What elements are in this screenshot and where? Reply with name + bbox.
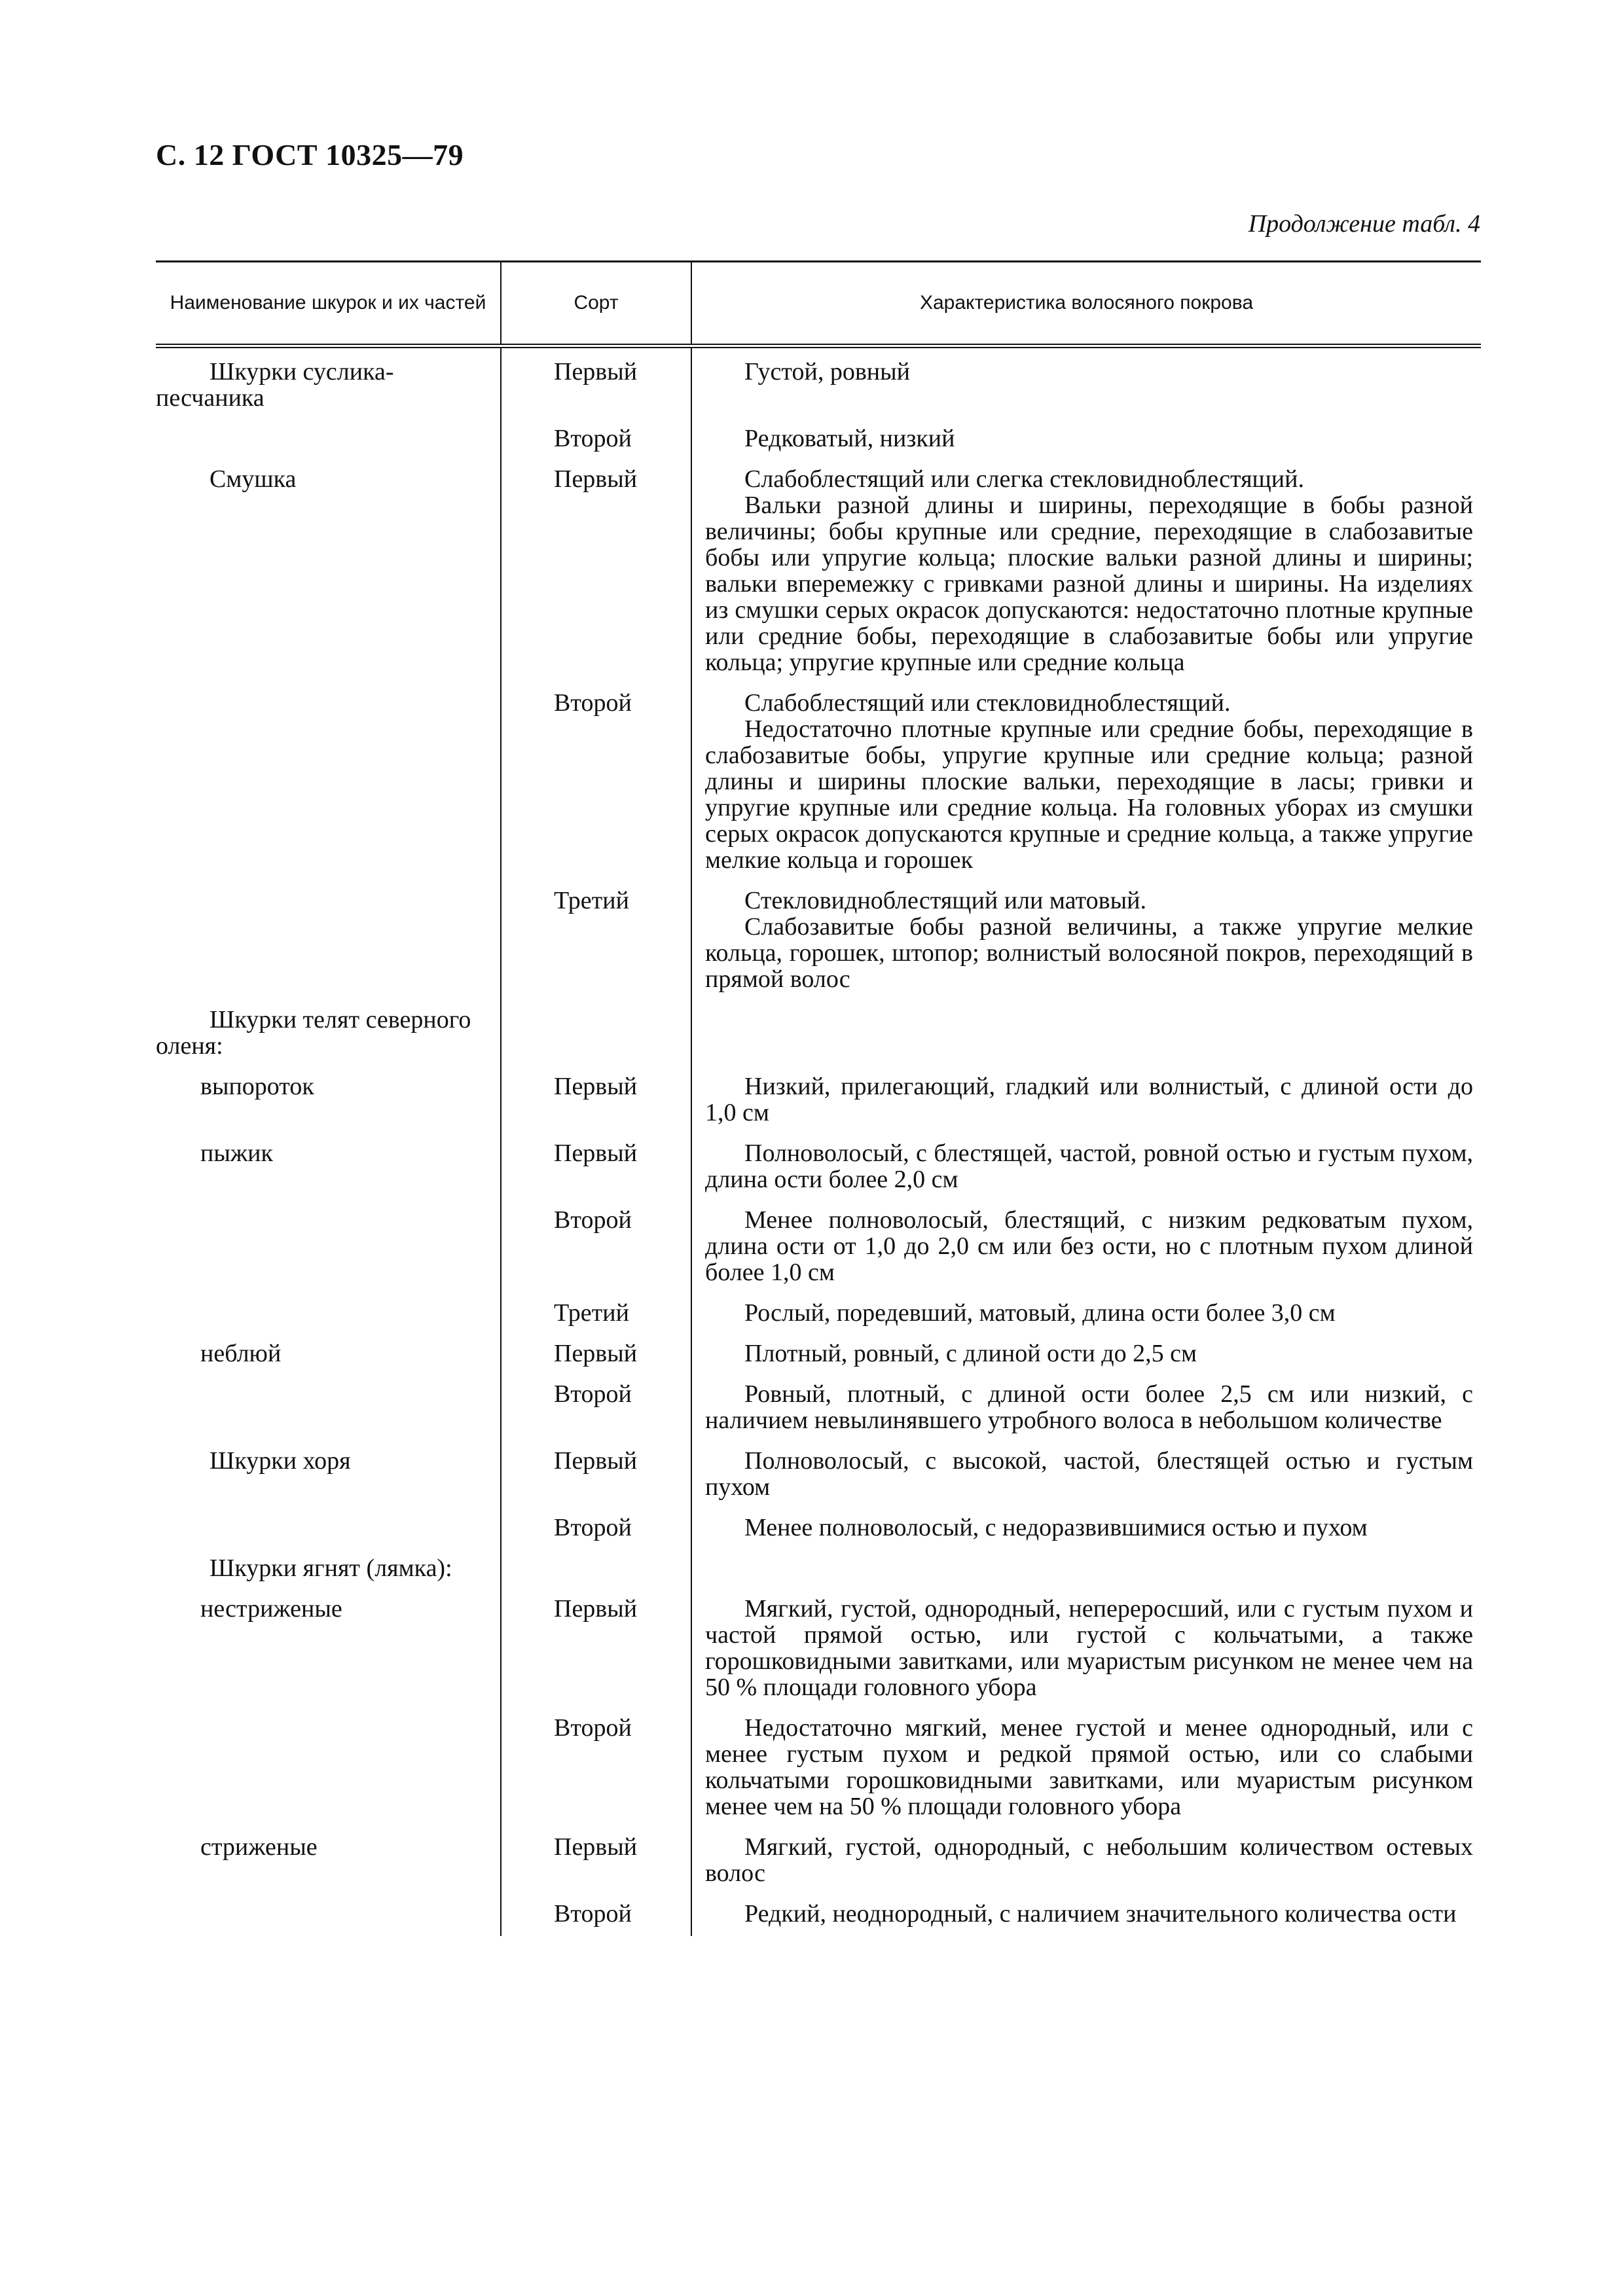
cell-description (691, 685, 1481, 882)
description-paragraph: Слабоблестящий или слегка стекловидноблестящий. (744, 465, 1304, 493)
table-row (156, 1509, 1481, 1550)
cell-name (156, 1001, 501, 1068)
cell-name (156, 1710, 501, 1829)
cell-grade: Первый (501, 1335, 691, 1376)
cell-name (156, 1590, 501, 1710)
cell-grade: Второй (501, 420, 691, 461)
cell-name (156, 1443, 501, 1509)
cell-grade: Первый (501, 1590, 691, 1710)
skin-name: пыжик (200, 1139, 273, 1167)
skin-name: Шкурки хоря (210, 1447, 351, 1475)
description-paragraph: Менее полноволосый, с недоразвившимися остью и пухом (744, 1514, 1368, 1541)
description-paragraph: Густой, ровный (744, 358, 910, 386)
cell-name (156, 1135, 501, 1202)
cell-name (156, 420, 501, 461)
cell-name (156, 1829, 501, 1895)
cell-description (691, 461, 1481, 685)
cell-grade: Второй (501, 685, 691, 882)
cell-description (691, 1068, 1481, 1135)
table-row (156, 1295, 1481, 1335)
cell-description (691, 1202, 1481, 1295)
cell-grade: Первый (501, 1443, 691, 1509)
description-paragraph: Плотный, ровный, с длиной ости до 2,5 см (744, 1340, 1197, 1367)
cell-grade: Третий (501, 882, 691, 1001)
cell-grade: Первый (501, 1068, 691, 1135)
table-row (156, 461, 1481, 685)
page-header: С. 12 ГОСТ 10325—79 (156, 138, 464, 171)
cell-description (691, 1550, 1481, 1590)
description-paragraph: Слабозавитые бобы разной величины, а также упругие мелкие кольца, горошек, штопор; волнистый волосяной покров, переходящий в прямой волос (705, 913, 1473, 993)
skin-name: стриженые (200, 1833, 318, 1861)
cell-description (691, 1710, 1481, 1829)
cell-description (691, 1590, 1481, 1710)
cell-grade: Первый (501, 346, 691, 421)
header-row (156, 262, 1481, 346)
cell-name (156, 1335, 501, 1376)
description-paragraph: Редковатый, низкий (744, 425, 955, 452)
table-row (156, 685, 1481, 882)
cell-description (691, 1295, 1481, 1335)
description-paragraph: Ровный, плотный, с длиной ости более 2,5 см или низкий, с наличием невылинявшего утробного волоса в небольшом количестве (705, 1380, 1473, 1434)
cell-name (156, 1550, 501, 1590)
cell-description (691, 1001, 1481, 1068)
table-row (156, 1376, 1481, 1443)
table-row (156, 1135, 1481, 1202)
description-paragraph: Стекловидноблестящий или матовый. (744, 887, 1146, 914)
table-row (156, 1202, 1481, 1295)
cell-name (156, 882, 501, 1001)
description-paragraph: Полноволосый, с блестящей, частой, ровной остью и густым пухом, длина ости более 2,0 см (705, 1139, 1473, 1193)
skin-name: неблюй (200, 1340, 282, 1367)
cell-description (691, 1895, 1481, 1936)
table-row (156, 1068, 1481, 1135)
cell-grade: Второй (501, 1376, 691, 1443)
column-header-grade: Сорт (501, 262, 691, 346)
table-row (156, 1550, 1481, 1590)
table-row (156, 1829, 1481, 1895)
table-row (156, 1443, 1481, 1509)
description-paragraph: Вальки разной длины и ширины, переходящие в бобы разной величины; бобы крупные или средние, переходящие в слабозавитые бобы или упругие кольца; плоские вальки разной длины и ширины; вальки вперемежку с гривками разной длины и ширины. На изделиях из смушки серых окрасок допускаются: недостаточно плотные крупные или средние бобы, переходящие в слабозавитые бобы или упругие кольца; упругие крупные или средние кольца (705, 492, 1473, 676)
description-paragraph: Недостаточно плотные крупные или средние бобы, переходящие в слабозавитые бобы, упругие крупные или средние кольца; разной длины и ширины плоские вальки, переходящие в ласы; гривки и упругие крупные или средние кольца. На головных уборах из смушки серых окрасок допускаются крупные и средние кольца, а также упругие мелкие кольца и горошек (705, 715, 1473, 874)
cell-description (691, 1376, 1481, 1443)
cell-grade (501, 1550, 691, 1590)
description-paragraph: Полноволосый, с высокой, частой, блестящей остью и густым пухом (705, 1447, 1473, 1501)
column-header-name: Наименование шкурок и их частей (156, 262, 501, 346)
cell-name (156, 346, 501, 421)
skin-name: выпороток (200, 1073, 314, 1100)
skin-name: Шкурки телят северного оленя: (156, 1006, 471, 1060)
table-row (156, 1001, 1481, 1068)
column-header-description: Характеристика волосяного покрова (691, 262, 1481, 346)
table-row (156, 1895, 1481, 1936)
cell-name (156, 1295, 501, 1335)
cell-name (156, 1376, 501, 1443)
description-paragraph: Низкий, прилегающий, гладкий или волнистый, с длиной ости до 1,0 см (705, 1073, 1473, 1126)
cell-description (691, 1509, 1481, 1550)
skin-name: Шкурки ягнят (лямка): (210, 1554, 452, 1582)
table-row (156, 346, 1481, 421)
cell-grade: Второй (501, 1710, 691, 1829)
cell-name (156, 685, 501, 882)
table-row (156, 1710, 1481, 1829)
cell-description (691, 1829, 1481, 1895)
skin-name: нестриженые (200, 1595, 342, 1623)
cell-grade: Второй (501, 1509, 691, 1550)
cell-name (156, 1509, 501, 1550)
table-row (156, 1335, 1481, 1376)
table-row (156, 420, 1481, 461)
cell-grade: Первый (501, 1829, 691, 1895)
cell-grade: Первый (501, 1135, 691, 1202)
cell-description (691, 346, 1481, 421)
cell-name (156, 1202, 501, 1295)
cell-grade: Третий (501, 1295, 691, 1335)
cell-grade: Первый (501, 461, 691, 685)
cell-name (156, 461, 501, 685)
skin-name: Смушка (210, 465, 297, 493)
table-header (156, 262, 1481, 346)
skin-name: Шкурки суслика-песчаника (156, 358, 394, 412)
table-row (156, 1590, 1481, 1710)
cell-name (156, 1895, 501, 1936)
cell-name (156, 1068, 501, 1135)
cell-grade: Второй (501, 1895, 691, 1936)
description-paragraph: Мягкий, густой, однородный, непереросший, или с густым пухом и частой прямой остью, или густой с кольчатыми, а также горошковидными завитками, или муаристым рисунком не менее чем на 50 % площади головного убора (705, 1595, 1473, 1701)
cell-grade: Второй (501, 1202, 691, 1295)
cell-description (691, 1135, 1481, 1202)
cell-description (691, 420, 1481, 461)
description-paragraph: Недостаточно мягкий, менее густой и менее однородный, или с менее густым пухом и редкой прямой остью, или со слабыми кольчатыми горошковидными завитками, или муаристым рисунком менее чем на 50 % площади головного убора (705, 1714, 1473, 1820)
description-paragraph: Менее полноволосый, блестящий, с низким редковатым пухом, длина ости от 1,0 до 2,0 см или без ости, но с плотным пухом длиной более 1,0 см (705, 1206, 1473, 1286)
cell-description (691, 1443, 1481, 1509)
description-paragraph: Мягкий, густой, однородный, с небольшим количеством остевых волос (705, 1833, 1473, 1887)
cell-description (691, 1335, 1481, 1376)
table-caption: Продолжение табл. 4 (1248, 210, 1480, 238)
description-paragraph: Рослый, поредевший, матовый, длина ости более 3,0 см (744, 1299, 1336, 1327)
characteristics-table (156, 260, 1481, 1936)
cell-grade (501, 1001, 691, 1068)
table-row (156, 882, 1481, 1001)
table-body (156, 346, 1481, 1937)
cell-description (691, 882, 1481, 1001)
description-paragraph: Слабоблестящий или стекловидноблестящий. (744, 689, 1231, 717)
description-paragraph: Редкий, неоднородный, с наличием значительного количества ости (744, 1900, 1457, 1928)
